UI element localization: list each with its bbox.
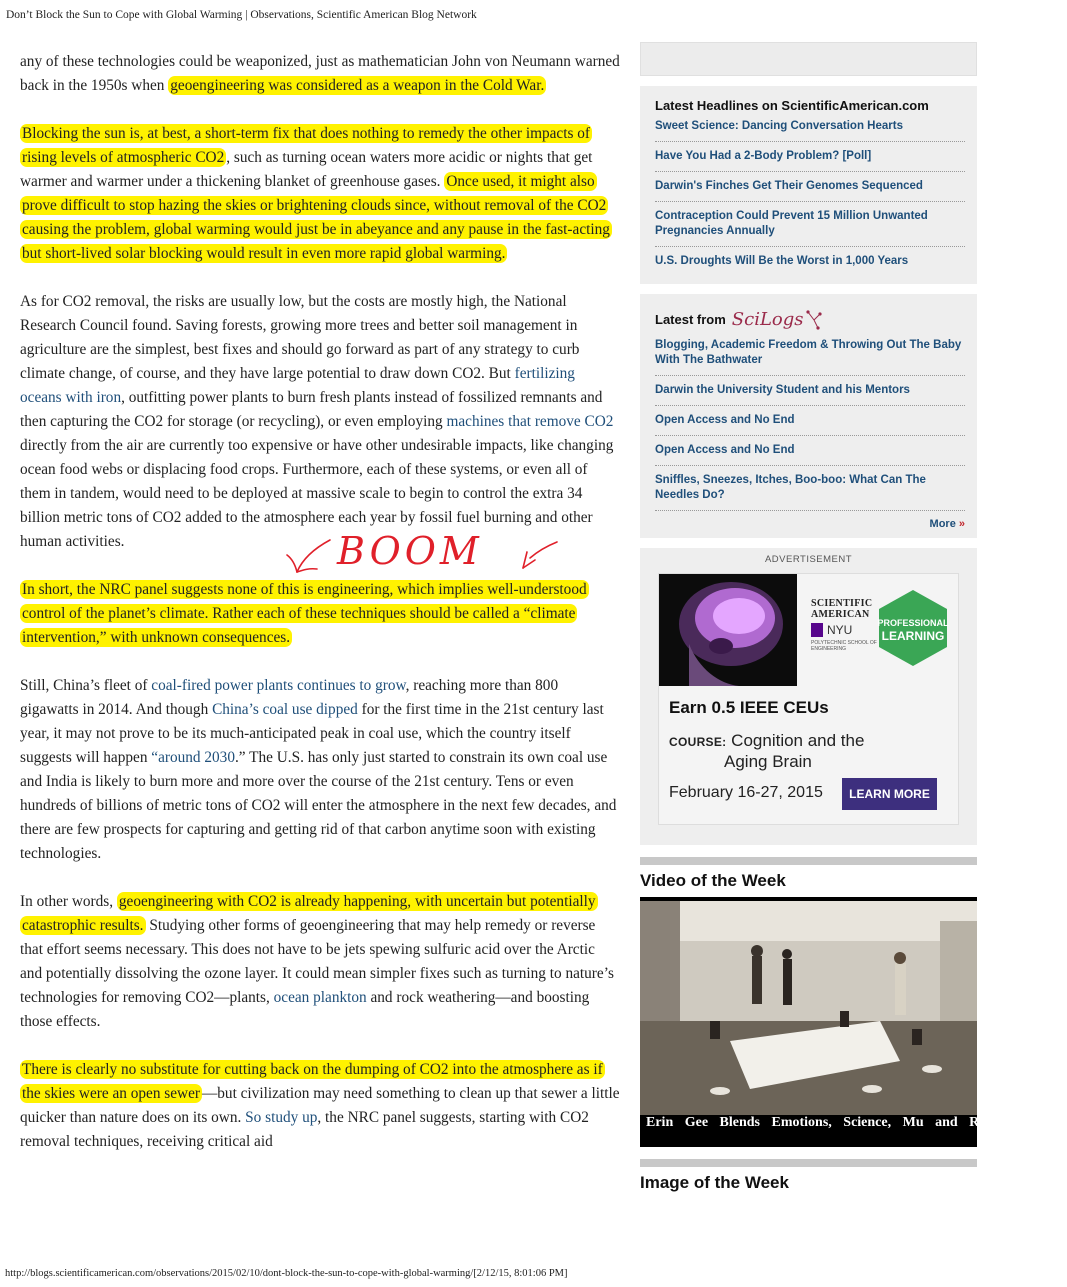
scientific-american-logo: [811, 598, 872, 620]
advertisement-box: [640, 548, 977, 845]
link-so-study-up[interactable]: So study up: [245, 1109, 318, 1126]
professional-learning-badge: [877, 588, 949, 668]
scilogs-title: Latest from: [655, 311, 726, 327]
brain-scan-image: [659, 574, 797, 686]
highlighted-text: There is clearly no substitute for cutting back on the dumping of CO2 into the atmosphere as if the skies were an open sewer: [22, 1061, 603, 1102]
paragraph-text: Studying other forms of geoengineering that may help remedy or reverse that effort seems necessary. This does not have to be jets spewing sulfuric acid over the Arctic and potentially dissolving the ozone layer. It could mean simpler fixes such as turning to nature’s technologies for removing CO2—plants,: [20, 917, 614, 1006]
scilogs-header: [655, 308, 965, 330]
paragraph-weaponized: [20, 50, 620, 98]
ad-course-line1: Cognition and the: [731, 731, 865, 750]
section-divider-bar: [640, 857, 977, 865]
image-of-week-title: Image of the Week: [640, 1173, 789, 1192]
advertisement-label: ADVERTISEMENT: [764, 554, 853, 565]
sidebar: [640, 42, 1067, 1199]
highlighted-text: geoengineering with CO2 is already happening, with uncertain but potentially catastrophic results.: [22, 893, 596, 934]
scilogs-link[interactable]: Darwin the University Student and his Mentors: [655, 383, 965, 406]
link-fertilizing-oceans[interactable]: fertilizing oceans with iron: [20, 365, 575, 406]
badge-line1: PROFESSIONAL: [877, 618, 949, 628]
paragraph-other-words: [20, 890, 620, 1034]
scilogs-sparkle-icon: [804, 308, 824, 330]
scilogs-link[interactable]: Blogging, Academic Freedom & Throwing Out The Baby With The Bathwater: [655, 338, 965, 376]
paragraph-no-substitute: [20, 1058, 620, 1154]
sa-logo-line2: AMERICAN: [811, 609, 870, 620]
highlighted-text: In short, the NRC panel suggests none of this is engineering, which implies well-understood control of the planet’s climate. Rather each of these techniques should be called a “climate intervention,” with unknown consequences.: [22, 581, 587, 646]
link-ocean-plankton[interactable]: ocean plankton: [273, 989, 367, 1006]
article-body: [20, 50, 620, 1178]
nyu-logo-text: NYU: [827, 623, 853, 637]
link-machines-remove-co2[interactable]: machines that remove CO2: [446, 413, 614, 430]
page-title-header: Don’t Block the Sun to Cope with Global Warming | Observations, Scientific American Blog Network: [6, 9, 477, 21]
paragraph-text: , such as turning ocean waters more acidic or nights that get warmer and warmer under a thickening blanket of greenhouse gases.: [20, 149, 593, 190]
sa-logo-line1: SCIENTIFIC: [811, 598, 873, 609]
video-thumbnail: [640, 901, 977, 1115]
link-around-2030[interactable]: “around 2030: [151, 749, 235, 766]
paragraph-text: .” The U.S. has only just started to constrain its own coal use and India is likely to burn more and more over the course of the 21st century. Tens or even hundreds of billions of metric tons of CO2 will enter the atmosphere in the next few decades, and there are few prospects for capturing and getting rid of that carbon anytime soon with existing technologies.: [20, 749, 617, 862]
boom-annotation-drawing: [275, 528, 565, 590]
advertisement-banner[interactable]: [658, 573, 959, 825]
boom-text: BOOM: [337, 529, 483, 573]
scilogs-link[interactable]: Open Access and No End: [655, 443, 965, 466]
scilogs-logo[interactable]: SciLogs: [731, 308, 804, 330]
headline-link[interactable]: Have You Had a 2-Body Problem? [Poll]: [655, 149, 965, 172]
ad-ceu-text: Earn 0.5 IEEE CEUs: [669, 698, 829, 717]
chevron-right-icon: »: [958, 518, 965, 530]
headline-link[interactable]: U.S. Droughts Will Be the Worst in 1,000 Years: [655, 255, 909, 267]
paragraph-text: In other words,: [20, 893, 117, 910]
learn-more-button[interactable]: LEARN MORE: [842, 778, 937, 810]
ad-course-line2: Aging Brain: [724, 752, 812, 771]
paragraph-text: , the NRC panel suggests, starting with CO2 removal techniques, receiving critical aid: [20, 1109, 589, 1150]
latest-headlines-title: Latest Headlines on ScientificAmerican.com: [655, 98, 929, 113]
video-of-week-title: Video of the Week: [640, 871, 786, 890]
paragraph-text: any of these technologies could be weaponized, just as mathematician John von Neumann warned back in the 1950s when: [20, 53, 620, 94]
paragraph-text: Still, China’s fleet of: [20, 677, 152, 694]
highlighted-text: Once used, it might also prove difficult to stop hazing the skies or brightening clouds since, without removal of the CO2 causing the problem, global warming would just be in abeyance and any pause in the fast-acting but short-lived solar blocking would result in even more rapid global warming.: [22, 173, 610, 262]
headline-link[interactable]: Darwin's Finches Get Their Genomes Sequenced: [655, 179, 965, 202]
link-coal-plants[interactable]: coal-fired power plants continues to grow: [151, 677, 406, 694]
page-url-footer: http://blogs.scientificamerican.com/observations/2015/02/10/dont-block-the-sun-to-cope-with-global-warming/[2/12/15, 8:01:06 PM]: [5, 1268, 568, 1279]
link-china-coal-dipped[interactable]: China’s coal use dipped: [212, 701, 358, 718]
paragraph-text: As for CO2 removal, the risks are usually low, but the costs are mostly high, the National Research Council found. Saving forests, growing more trees and better soil management in agriculture are the simplest, best fixes and should go forward as part of any strategy to curb climate change, of course, and they have large potential to draw down CO2. But: [20, 293, 580, 382]
headline-link[interactable]: Contraception Could Prevent 15 Million Unwanted Pregnancies Annually: [655, 209, 965, 247]
more-link[interactable]: [655, 518, 965, 530]
paragraph-blocking-sun: [20, 122, 620, 266]
scilogs-link[interactable]: Open Access and No End: [655, 413, 965, 436]
more-label: More: [929, 518, 956, 530]
paragraph-text: for the first time in the 21st century last year, it may not prove to be its much-anticipated peak in coal use, which the country itself suggests will happen: [20, 701, 604, 766]
video-caption[interactable]: Erin Gee Blends Emotions, Science, Mu and Robotic Pianos: [646, 1115, 1067, 1130]
nyu-logo: [811, 623, 852, 637]
poly-school-text: POLYTECHNIC SCHOOL OF ENGINEERING: [811, 640, 877, 652]
paragraph-china-coal: [20, 674, 620, 866]
paragraph-text: and rock weathering—and boosting those effects.: [20, 989, 590, 1030]
ad-course-label: COURSE:: [669, 735, 727, 749]
paragraph-text: directly from the air are currently too expensive or have other undesirable impacts, like changing ocean food webs or displacing food crops. Furthermore, each of these systems, or even all of them in tandem, would need to be deployed at massive scale to begin to control the extra 34 billion metric tons of CO2 added to the atmosphere each year by fossil fuel burning and other human activities.: [20, 437, 614, 550]
video-player[interactable]: [640, 897, 1067, 1147]
badge-line2: LEARNING: [881, 629, 945, 643]
nyu-torch-icon: [811, 623, 823, 637]
scilogs-link[interactable]: Sniffles, Sneezes, Itches, Boo-boo: What Can The Needles Do?: [655, 473, 965, 511]
section-divider-bar: [640, 1159, 977, 1167]
headline-link[interactable]: Sweet Science: Dancing Conversation Hearts: [655, 119, 965, 142]
highlighted-text: geoengineering was considered as a weapon in the Cold War.: [170, 77, 545, 94]
paragraph-text: —but civilization may need something to clean up that sewer a little quicker than nature does on its own.: [20, 1085, 620, 1126]
highlighted-text: Blocking the sun is, at best, a short-term fix that does nothing to remedy the other impacts of rising levels of atmospheric CO2: [22, 125, 590, 166]
sidebar-blank-box: [640, 42, 977, 76]
latest-headlines-box: [640, 86, 977, 284]
paragraph-text: , outfitting power plants to burn fresh plants instead of fossilized remnants and then capturing the CO2 for storage (or recycling), or even employing: [20, 389, 603, 430]
scilogs-box: [640, 294, 977, 538]
ad-course: [669, 730, 864, 753]
paragraph-text: , reaching more than 800 gigawatts in 2014. And though: [20, 677, 559, 718]
paragraph-co2-removal: [20, 290, 620, 554]
ad-dates: February 16-27, 2015: [669, 784, 823, 801]
